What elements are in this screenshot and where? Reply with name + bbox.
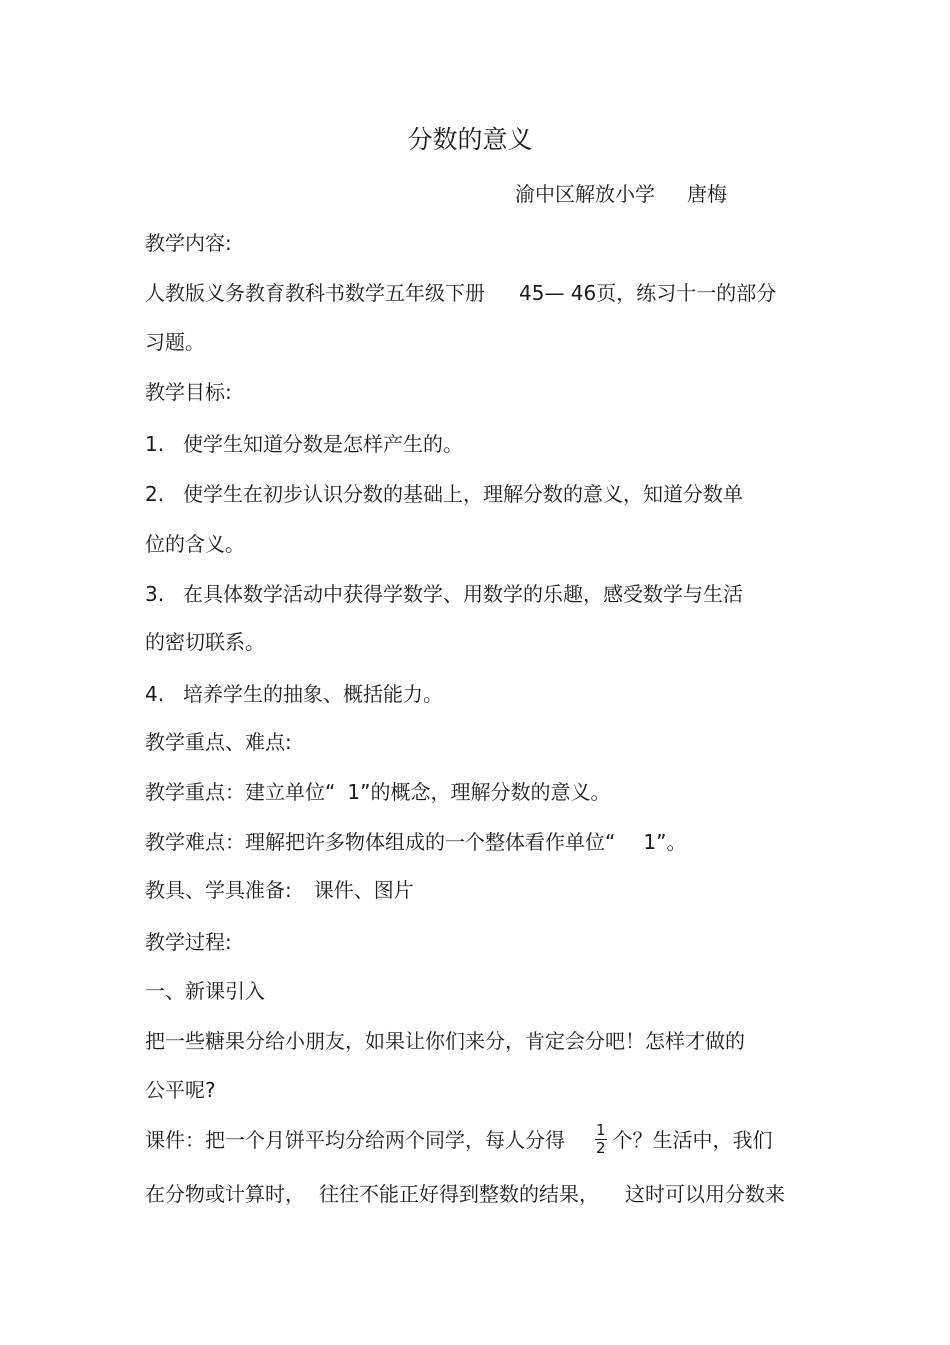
goal-item-2-cont: 位的含义。 <box>145 532 245 556</box>
paragraph-2-line-1 <box>145 1121 773 1159</box>
difficulty-suffix: ”。 <box>656 830 687 854</box>
process-heading: 教学过程: <box>145 930 232 954</box>
paragraph-2-part-a: 在分物或计算时， <box>145 1182 305 1206</box>
key-point-suffix: ”的概念，理解分数的意义。 <box>360 780 611 804</box>
section-heading: 一、新课引入 <box>145 979 265 1003</box>
content-line-2: 习题。 <box>145 330 205 354</box>
paragraph-2-prefix: 课件：把一个月饼平均分给两个同学，每人分得 <box>145 1128 565 1152</box>
goal-number: 1. <box>145 432 165 456</box>
materials-value: 课件、图片 <box>313 878 414 902</box>
goal-text: 培养学生的抽象、概括能力。 <box>183 682 443 706</box>
goals-heading: 教学目标: <box>145 380 232 404</box>
difficulty-prefix: 教学难点：理解把许多物体组成的一个整体看作单位“ <box>145 830 616 854</box>
goal-number: 3. <box>145 582 165 606</box>
goal-text: 使学生知道分数是怎样产生的。 <box>183 432 463 456</box>
goal-item-1 <box>145 430 463 458</box>
paragraph-2-part-b: 往往不能正好得到整数的结果， <box>319 1182 599 1206</box>
fraction-denominator: 2 <box>596 1139 606 1157</box>
materials-label: 教具、学具准备: <box>145 878 292 902</box>
paragraph-1-line-1: 把一些糖果分给小朋友，如果让你们来分，肯定会分吧！怎样才做的 <box>145 1029 745 1053</box>
goal-item-4 <box>145 680 443 708</box>
author-line <box>515 180 727 208</box>
author-name: 唐梅 <box>687 182 727 206</box>
difficulty-point <box>145 828 686 856</box>
goal-text: 使学生在初步认识分数的基础上，理解分数的意义，知道分数单 <box>183 482 743 506</box>
materials-line <box>145 876 414 904</box>
key-point-value: 1 <box>347 780 361 804</box>
content-text-2: 页，练习十一的部分 <box>596 281 777 305</box>
key-point-prefix: 教学重点：建立单位“ <box>145 780 336 804</box>
goal-item-3-cont: 的密切联系。 <box>145 630 265 654</box>
page-title: 分数的意义 <box>407 125 533 154</box>
paragraph-2-part-c: 这时可以用分数来 <box>625 1182 785 1206</box>
fraction-numerator: 1 <box>596 1121 606 1139</box>
goal-item-2 <box>145 480 743 508</box>
difficulty-value: 1 <box>643 830 657 854</box>
goal-number: 2. <box>145 482 165 506</box>
fraction-one-half <box>595 1122 607 1157</box>
key-point <box>145 778 610 806</box>
paragraph-2-suffix: 个？生活中，我们 <box>612 1128 773 1152</box>
goal-item-3 <box>145 580 743 608</box>
key-heading: 教学重点、难点: <box>145 730 292 754</box>
author-school: 渝中区解放小学 <box>515 182 655 206</box>
goal-number: 4. <box>145 682 165 706</box>
content-heading: 教学内容: <box>145 231 232 255</box>
content-pages: 45— 46 <box>519 281 597 305</box>
goal-text: 在具体数学活动中获得学数学、用数学的乐趣，感受数学与生活 <box>183 582 743 606</box>
content-text-1: 人教版义务教育教科书数学五年级下册 <box>145 281 485 305</box>
content-line-1 <box>145 279 776 307</box>
paragraph-1-line-2: 公平呢? <box>145 1078 216 1102</box>
paragraph-2-line-2 <box>145 1180 785 1208</box>
